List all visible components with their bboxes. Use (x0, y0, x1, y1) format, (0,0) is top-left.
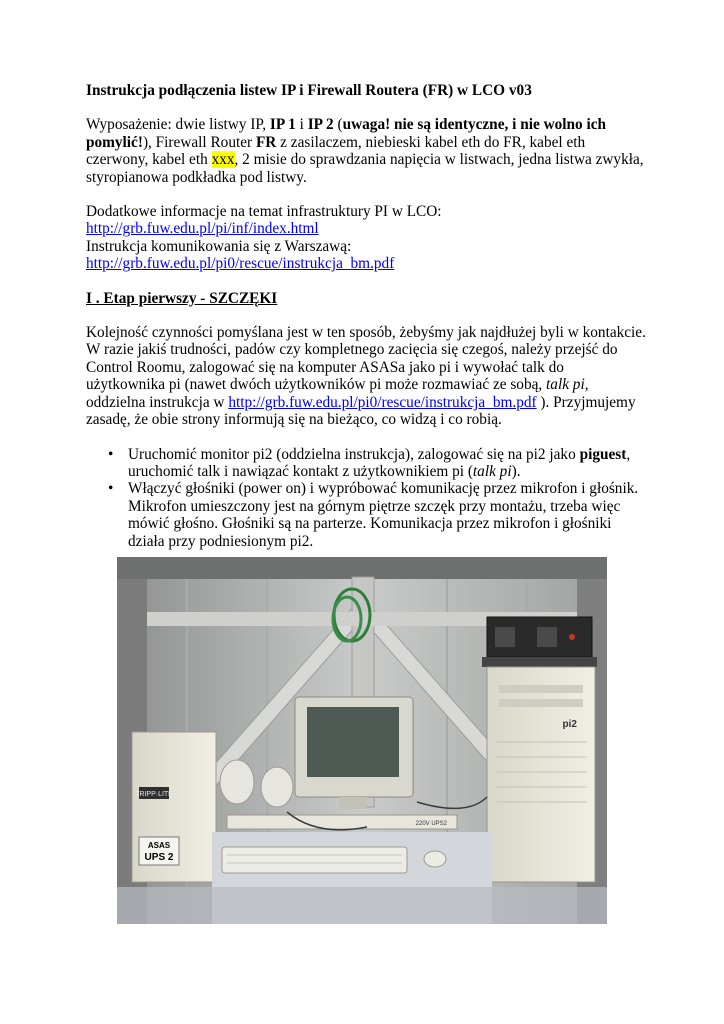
equipment-paragraph (86, 116, 646, 186)
text-run: Wyposażenie: dwie listwy IP, (86, 116, 270, 134)
text-run: , uruchomić talk i nawiązać kontakt z użytkownikiem pi ( (128, 445, 631, 480)
bullet-icon: • (108, 480, 114, 498)
text-run: ), Firewall Router (142, 133, 256, 151)
text-run: ). (511, 462, 521, 480)
text-run: Kolejność czynności pomyślana jest w ten sposób, żebyśmy jak najdłużej byli w kontakcie. W razie jakiś trudności, padów czy kompletnego zacięcia się czegoś, należy przejść do Control Roomu, zalogować się na komputer ASASa jako pi i wywołać talk do użytkownika pi (nawet dwóch użytkowników pi może rozmawiać ze sobą, (86, 324, 646, 394)
text-run: Włączyć głośniki (power on) i wypróbować komunikację przez mikrofon i głośnik. Mikrofon umieszczony jest na górnym piętrze szczęk przy montażu, trzeba więc mówić głośno. Głośniki są na parterze. Komunikacja przez mikrofon i głośniki działa przy podniesionym pi2. (128, 480, 639, 550)
highlighted-xxx: xxx (211, 151, 235, 169)
ups-label-1: ASAS (147, 841, 171, 850)
steps-list (86, 446, 646, 550)
communication-instructions-link[interactable]: http://grb.fuw.edu.pl/pi0/rescue/instrukcja_bm.pdf (86, 255, 395, 273)
intro-paragraph (86, 324, 646, 428)
strip-label: 220V UPS2 (415, 821, 447, 827)
bullet-icon: • (108, 445, 114, 463)
text-run: i (295, 116, 308, 134)
ip1-label: IP 1 (269, 116, 296, 134)
pc-label: pi2 (562, 719, 577, 730)
document-body (86, 82, 646, 550)
talk-pi-text: talk pi (546, 376, 585, 394)
piguest-text: piguest (579, 445, 627, 463)
warning-text: uwaga! nie są identyczne, i nie wolno ich pomylić! (86, 116, 607, 151)
list-item (86, 480, 646, 550)
list-item (86, 446, 646, 481)
info-line-2: Instrukcja komunikowania się z Warszawą: (86, 237, 352, 255)
ip2-label: IP 2 (307, 116, 334, 134)
text-run: , 2 misie do sprawdzania napięcia w listwach, jedna listwa zwykła, styropianowa podkładka pod listwy. (86, 151, 644, 186)
text-run: z zasilaczem, niebieski kabel eth do FR, kabel eth czerwony, kabel eth (86, 133, 586, 169)
text-run: ( (333, 116, 343, 134)
section-heading: I . Etap pierwszy - SZCZĘKI (86, 289, 278, 307)
text-run: Uruchomić monitor pi2 (oddzielna instrukcja), zalogować się na pi2 jako (128, 445, 580, 463)
instructions-link[interactable]: http://grb.fuw.edu.pl/pi0/rescue/instrukcja_bm.pdf (228, 393, 537, 411)
text-run: , oddzielna instrukcja w (86, 376, 589, 411)
info-line-1: Dodatkowe informacje na temat infrastruktury PI w LCO: (86, 203, 442, 221)
text-run: ). Przyjmujemy zasadę, że obie strony informują się na bieżąco, co widzą i co robią. (86, 393, 636, 429)
document-title: Instrukcja podłączenia listew IP i Firewall Routera (FR) w LCO v03 (86, 82, 532, 99)
ups-label-2: UPS 2 (144, 852, 174, 863)
ups-brand: TRIPP·LITE (135, 791, 173, 798)
equipment-photo (117, 557, 607, 924)
info-paragraph (86, 203, 646, 273)
infrastructure-link[interactable]: http://grb.fuw.edu.pl/pi/inf/index.html (86, 220, 319, 238)
talk-pi-text: talk pi (472, 462, 512, 480)
fr-label: FR (255, 133, 277, 151)
